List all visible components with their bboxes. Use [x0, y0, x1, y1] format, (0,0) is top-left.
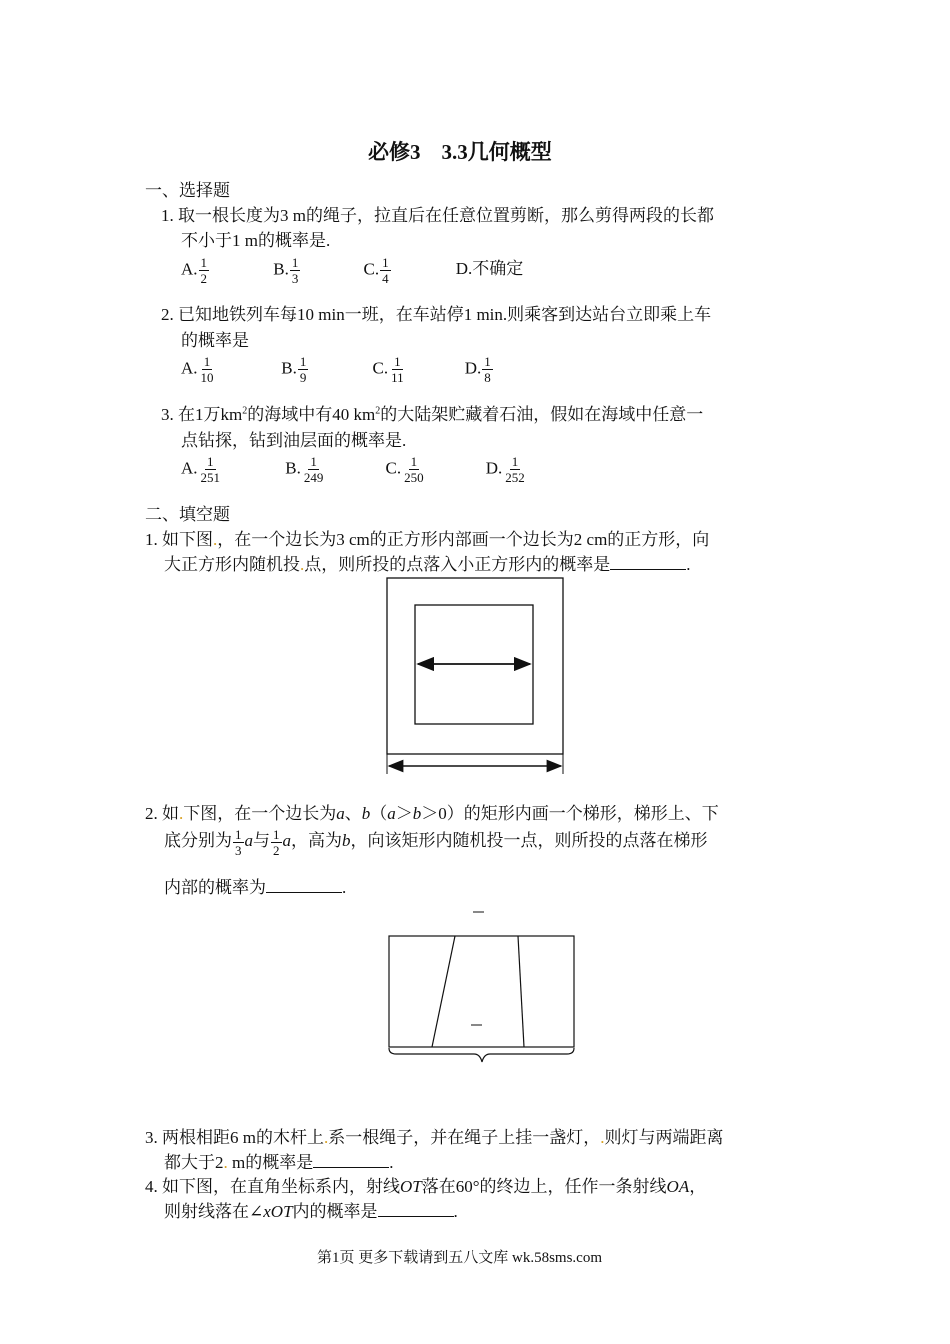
fill-question-3: 3. 两根相距6 m的木杆上.系一根绳子，并在绳子上挂一盏灯，.则灯与两端距离 — [145, 1128, 724, 1147]
question-3: 3. 在1万$km^2$的海域中有40 $km^2$的大陆架贮藏着石油，假如在海域中任意一 — [161, 405, 704, 424]
question-1-options — [181, 254, 523, 286]
question-text: 已知地铁列车每10 min一班，在车站停1 min.则乘客到达站台立即乘上车 — [178, 305, 712, 324]
page-title: 必修3 3.3几何概型 — [368, 140, 552, 164]
question-1 — [161, 201, 714, 226]
figure-trapezoid — [366, 896, 582, 1080]
fraction: $\frac{1}{251}$ — [200, 454, 221, 485]
fill-question-3-line2: 都大于2. m的概率是 . — [164, 1153, 394, 1172]
fill-question-2-line3: 内部的概率为 . — [164, 878, 347, 897]
rectangle — [389, 936, 574, 1047]
section-heading-choice: 一、选择题 — [145, 181, 230, 200]
trapezoid-left-side — [432, 936, 455, 1047]
fill-question-1-line2: 大正方形内随机投.点，则所投的点落入小正方形内的概率是 . — [164, 555, 691, 574]
section-heading-fill: 二、填空题 — [145, 505, 230, 524]
question-number: 1. — [161, 206, 174, 225]
option-c[interactable]: C. $\frac{1}{4}$ — [363, 254, 389, 286]
option-b[interactable]: B. $\frac{1}{9}$ — [281, 354, 307, 385]
question-number: 2. — [161, 305, 174, 324]
fill-question-2-line2: 底分别为 $\frac{1}{3}$ a与 $\frac{1}{2}$ a，高为b，向该矩形内随机投一点，则所投的点落在梯形 — [164, 826, 708, 858]
option-d[interactable]: D. $\frac{1}{252}$ — [485, 454, 525, 485]
question-number: 1. — [145, 530, 158, 549]
page-footer: 第1页 更多下载请到五八文库 wk.58sms.com — [317, 1250, 603, 1266]
fraction: $\frac{1}{2}$ — [200, 254, 208, 286]
option-b[interactable]: B. $\frac{1}{249}$ — [285, 454, 324, 485]
question-number: 3. — [145, 1128, 158, 1147]
question-number: 2. — [145, 804, 158, 823]
fraction: $\frac{1}{250}$ — [404, 454, 424, 485]
question-2 — [161, 300, 711, 325]
question-number: 3. — [161, 405, 174, 424]
question-3-line2: 点钻探，钻到油层面的概率是. — [181, 431, 407, 450]
fraction: $\frac{1}{252}$ — [505, 454, 525, 485]
fraction: $\frac{1}{4}$ — [382, 254, 389, 286]
answer-blank[interactable] — [378, 1202, 454, 1217]
fraction: $\frac{1}{10}$ — [200, 354, 214, 385]
fill-question-2: 2. 如.下图，在一个边长为a、b（a＞b＞0）的矩形内画一个梯形，梯形上、下 — [145, 804, 719, 823]
option-d[interactable]: D.不确定 — [455, 259, 524, 278]
answer-blank[interactable] — [610, 555, 686, 570]
fraction: $\frac{1}{3}$ — [291, 254, 299, 286]
question-3-options — [181, 454, 528, 485]
bottom-brace — [389, 1048, 574, 1062]
fraction: $\frac{1}{11}$ — [391, 354, 404, 385]
fraction: $\frac{1}{3}$ — [235, 826, 242, 858]
answer-blank[interactable] — [266, 878, 342, 893]
option-a[interactable]: A. $\frac{1}{2}$ — [181, 254, 208, 286]
option-c[interactable]: C. $\frac{1}{250}$ — [385, 454, 424, 485]
option-a[interactable]: A. $\frac{1}{10}$ — [181, 354, 214, 385]
fraction: $\frac{1}{8}$ — [484, 354, 491, 385]
question-number: 4. — [145, 1177, 158, 1196]
fraction: $\frac{1}{9}$ — [299, 354, 307, 385]
question-2-line2: 的概率是 — [181, 331, 249, 350]
option-d[interactable]: D. $\frac{1}{8}$ — [464, 354, 491, 385]
figure-squares — [380, 574, 570, 790]
question-2-options — [181, 354, 494, 385]
fill-question-4-line2: 则射线落在∠xOT内的概率是 . — [164, 1202, 458, 1221]
fraction: $\frac{1}{2}$ — [273, 826, 280, 858]
fraction: $\frac{1}{249}$ — [303, 454, 324, 485]
trapezoid-right-side — [518, 936, 524, 1047]
option-b[interactable]: B. $\frac{1}{3}$ — [273, 254, 299, 286]
option-c[interactable]: C. $\frac{1}{11}$ — [372, 354, 404, 385]
fill-question-4: 4. 如下图，在直角坐标系内，射线OT落在60°的终边上，任作一条射线OA， — [145, 1177, 707, 1196]
fill-question-1: 1. 如下图.，在一个边长为3 cm的正方形内部画一个边长为2 cm的正方形，向 — [145, 530, 710, 549]
question-1-line2: 不小于1 m的概率是. — [181, 231, 331, 250]
option-a[interactable]: A. $\frac{1}{251}$ — [181, 454, 221, 485]
answer-blank[interactable] — [313, 1153, 389, 1168]
question-text: 取一根长度为3 m的绳子，拉直后在任意位置剪断，那么剪得两段的长都 — [178, 206, 714, 225]
